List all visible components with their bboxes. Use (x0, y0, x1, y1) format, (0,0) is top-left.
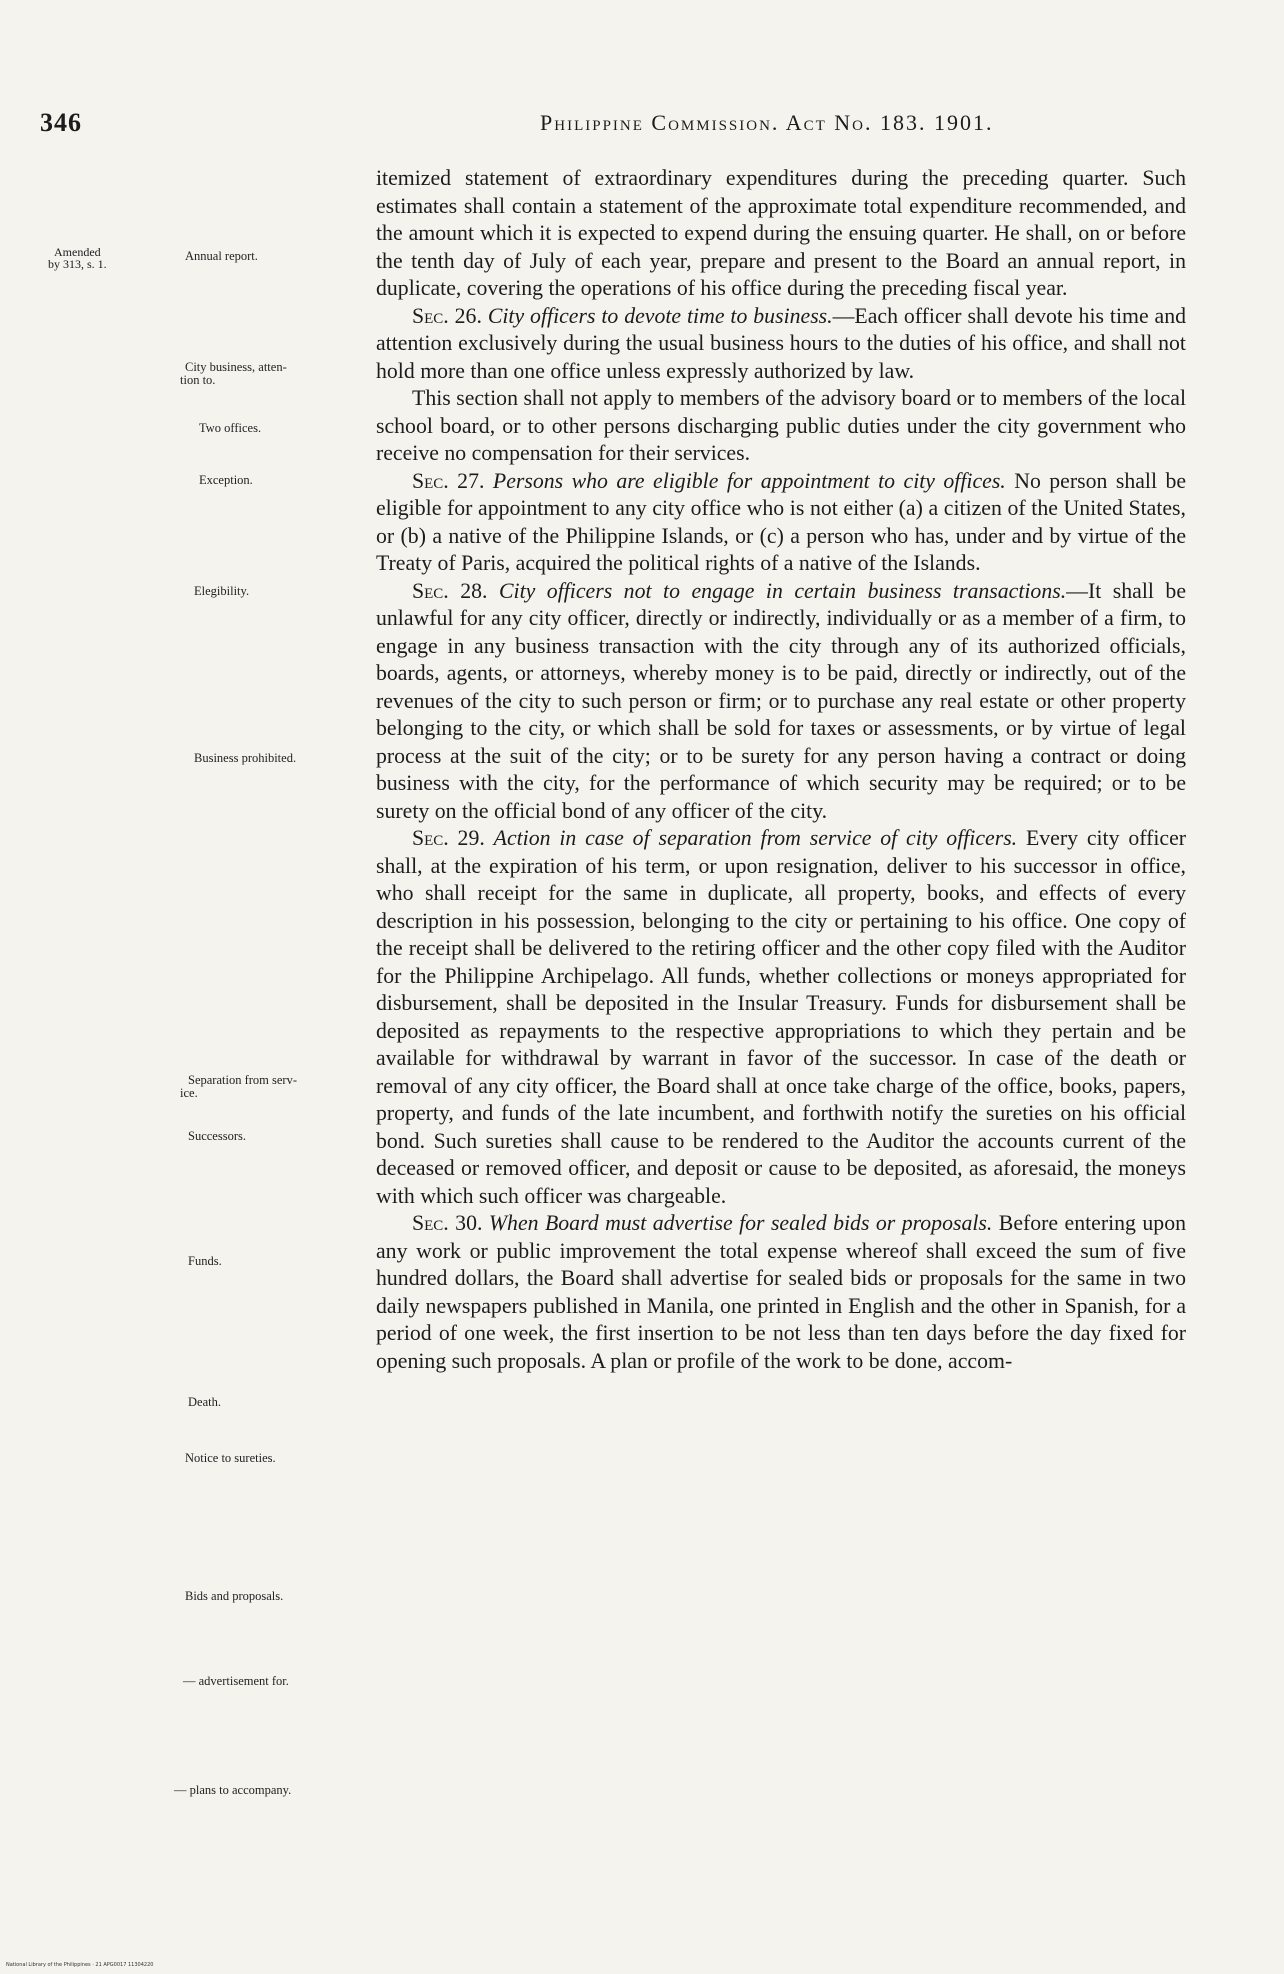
paragraph-text: This section shall not apply to members of the advisory board or to members of the local school board, or to other persons discharging public duties under the city government who receive no compensation for their services. (376, 386, 1186, 465)
paragraph-text: No person shall be eligible for appointment to any city office who is not either (a) a citizen of the United States, or (b) a native of the Philippine Islands, or (c) a person who has, under and by virtue of the Treaty of Paris, acquired the political rights of a native of the Islands. (376, 468, 1187, 575)
running-head: Philippine Commission. Act No. 183. 1901. (540, 110, 994, 135)
margin-note-business-prohibited: Business prohibited. (194, 751, 297, 765)
margin-note-bids-and-proposals: Bids and proposals. (185, 1589, 284, 1603)
margin-note-city-business: City business, atten- (185, 360, 287, 374)
body-text (376, 165, 1186, 1375)
margin-note-funds: Funds. (188, 1254, 222, 1268)
page-header (40, 108, 1190, 148)
margin-note-two-offices: Two offices. (199, 421, 262, 435)
paragraph-text: —Each officer shall devote his time and attention exclusively during the usual business hours to the duties of his office, and shall not hold more than one office unless expressly authorized by law. (376, 303, 1187, 383)
section-number: Sec. 28. (412, 578, 488, 603)
section-title: Action in case of separation from service of city officers. (493, 826, 1018, 850)
section-title: Persons who are eligible for appointment to city offices. (492, 468, 1006, 493)
margin-note-plans: — plans to accompany. (174, 1783, 292, 1797)
margin-note-elegibility: Elegibility. (194, 584, 250, 598)
page-number: 346 (40, 108, 82, 137)
margin-note-city-business-cont: tion to. (180, 373, 216, 387)
section-28 (376, 578, 1186, 826)
section-title: When Board must advertise for sealed bids or proposals. (488, 1211, 993, 1235)
section-title: City officers not to engage in certain business transactions. (498, 578, 1067, 603)
margin-note-notice-to-sureties: Notice to sureties. (185, 1451, 276, 1465)
section-29 (376, 825, 1186, 1210)
paragraph-text: —It shall be unlawful for any city officer, directly or indirectly, individually or as a member of a firm, to engage in any business transaction with the city through any of its authorized officials, boards, agents, or attorneys, whereby money is to be paid, directly or indirectly, out of the revenues of the city to such person or firm; or to purchase any real estate or other property belonging to the city, or which shall be sold for taxes or assessments, or by virtue of legal process at the suit of the city; or to be surety for any person having a contract or doing business with the city, for the performance of which security may be required; or to be surety on the official bond of any officer of the city. (376, 578, 1187, 823)
section-27 (376, 468, 1186, 578)
amendment-note (48, 246, 107, 270)
section-30 (376, 1210, 1186, 1375)
section-number: Sec. 26. (412, 303, 482, 328)
section-26 (376, 303, 1186, 386)
margin-note-advertisement: — advertisement for. (183, 1674, 289, 1688)
paragraph-text: itemized statement of extraordinary expenditures during the preceding quarter. Such estimates shall contain a statement of the approximate total expenditure recommended, and the amount which it is expected to expend during the ensuing quarter. He shall, on or before the tenth day of July of each year, prepare and present to the Board an annual report, in duplicate, covering the operations of his office during the preceding fiscal year. (376, 166, 1186, 300)
amendment-note-line2: by 313, s. 1. (48, 257, 107, 271)
scan-footer: National Library of the Philippines · 21 APG0017 11304220 (6, 1962, 154, 1968)
section-number: Sec. 30. (412, 1211, 483, 1235)
margin-note-successors: Successors. (188, 1129, 246, 1143)
paragraph (376, 385, 1186, 468)
section-title: City officers to devote time to business. (487, 303, 833, 328)
margin-note-separation-cont: ice. (180, 1086, 198, 1100)
amendment-note-line1: Amended (54, 245, 101, 259)
paragraph-text: Before entering upon any work or public improvement the total expense whereof shall exceed the sum of five hundred dollars, the Board shall advertise for sealed bids or proposals for the same in two daily newspapers published in Manila, one printed in English and the other in Spanish, for a period of one week, the first insertion to be not less than ten days before the day fixed for opening such proposals. A plan or profile of the work to be done, accom- (376, 1211, 1186, 1373)
margin-note-death: Death. (188, 1395, 221, 1409)
margin-note-exception: Exception. (199, 473, 253, 487)
paragraph (376, 165, 1186, 303)
paragraph-text: Every city officer shall, at the expiration of his term, or upon resignation, deliver to his successor in office, who shall receipt for the same in duplicate, all property, books, and effects of every description in his possession, belonging to the city or pertaining to his office. One copy of the receipt shall be delivered to the retiring officer and the other copy filed with the Auditor for the Philippine Archipelago. All funds, whether collections or moneys appropriated for disbursement, shall be deposited in the Insular Treasury. Funds for disbursement shall be deposited as repayments to the respective appropriations to which they pertain and be available for withdrawal by warrant in favor of the successor. In case of the death or removal of any city officer, the Board shall at once take charge of the office, books, papers, property, and funds of the late incumbent, and forthwith notify the sureties on his official bond. Such sureties shall cause to be rendered to the Auditor the accounts current of the deceased or removed officer, and deposit or cause to be deposited, as aforesaid, the moneys with which such officer was chargeable. (376, 826, 1187, 1208)
margin-note-annual-report: Annual report. (185, 249, 258, 263)
section-number: Sec. 27. (412, 468, 485, 493)
section-number: Sec. 29. (412, 826, 485, 850)
margin-note-separation: Separation from serv- (188, 1073, 297, 1087)
